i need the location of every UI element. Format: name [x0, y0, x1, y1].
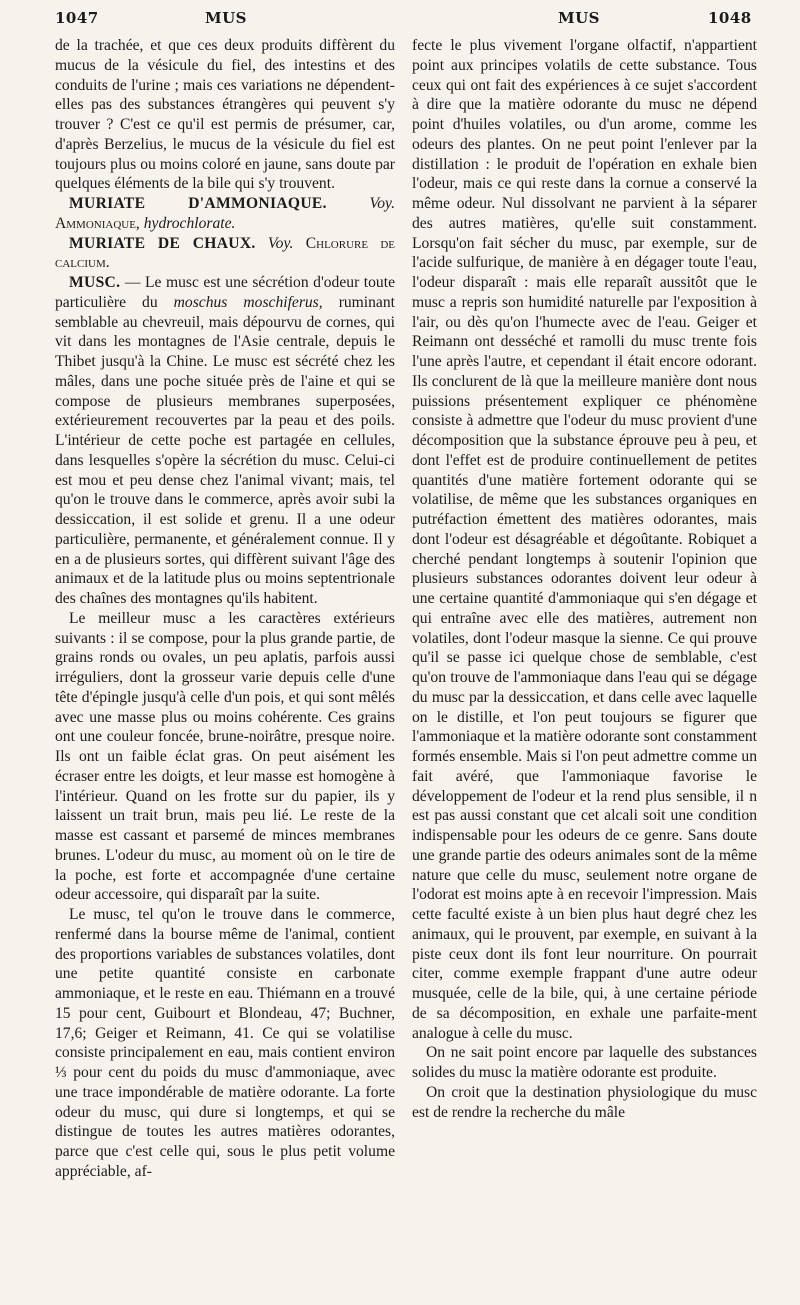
cross-reference-italic: hydrochlorate. [143, 214, 236, 232]
see-reference-label: Voy. [369, 195, 395, 212]
paragraph: Le meilleur musc a les caractères extérieurs suivants : il se compose, pour la plus grande partie, de grains ronds ou ovales, un peu aplatis, parfois aussi irréguliers, dont la grosseur varie depuis celle d'une tête d'épingle jusqu'à celle d'un pois, et qui sont mêlés avec une masse plus ou moins cohérente. Ces grains ont une couleur foncée, brune-noirâtre, presque noire. Ils ont un faible éclat gras. On peut aisément les écraser entre les doigts, et leur masse est homogène à l'intérieur. Quand on les frotte sur du papier, ils y laissent un trait brun, mais peu lié. Le reste de la masse est cassant et parsemé de minces membranes brunes. L'odeur du musc, au moment où on le tire de la poche, est forte et accompagnée d'une certaine odeur accessoire, qui disparaît par la suite. [55, 609, 395, 904]
paragraph: On ne sait point encore par laquelle des substances solides du musc la matière odorante est produite. [412, 1044, 757, 1081]
paragraph: Le musc, tel qu'on le trouve dans le commerce, renfermé dans la bourse même de l'animal, contient des proportions variables de substances volatiles, dont une petite quantité consiste en carbonate ammoniaque, et le reste en eau. Thiémann en a trouvé 15 pour cent, Guibourt et Blondeau, 47; Buchner, 17,6; Geiger et Reimann, 41. Ce qui se volatilise consiste principalement en eau, mais contient environ ⅓ pour cent du poids du musc d'ammoniaque, avec une trace impondérable de matière odorante. La forte odeur du musc, qui dure si longtemps, et qui se distingue de toutes les autres matières odorantes, parce que c'est celle qui, sous le plus petit volume appréciable, af- [55, 906, 395, 1180]
paragraph: On croit que la destination physiologique du musc est de rendre la recherche du mâle [412, 1083, 757, 1121]
paragraph: fecte le plus vivement l'organe olfactif, n'appartient point aux principes volatils de cette substance. Tous ceux qui ont fait des expériences à ce sujet s'accordent à dire que la matière odorante du musc ne dépend point d'huiles volatiles, ou d'un arome, comme les odeurs des plantes. On ne peut point l'enlever par la distillation : le produit de l'opération en exhale bien l'odeur, mais ce qui reste dans la cornue a conservé la même odeur. Nul dissolvant ne parvient à la séparer des autres matières, qu'elle suit constamment. Lorsqu'on fait sécher du musc, par exemple, sur de l'acide sulfurique, de manière à en dégager toute l'eau, l'odeur disparaît : mais elle reparaît aussitôt que le musc a repris son humidité naturelle par l'exposition à l'air, ou dès qu'on l'humecte avec de l'eau. Geiger et Reimann ont desséché et ramolli du musc trente fois l'une après l'autre, et cependant il était encore odorant. Ils conclurent de là que la meilleure manière dont nous puissions présentement expliquer ce phénomène consiste à admettre que l'odeur du musc provient d'une décomposition que la substance éprouve peu à peu, et dont l'effet est de produire continuellement de petites quantités d'une matière fortement odorante qui se volatilise, de même que les substances organiques en putréfaction émettent des matières odorantes, mais dont l'odeur est désagréable et dégoûtante. Robiquet a cherché pendant longtemps à soutenir l'opinion que plusieurs substances odorantes doivent leur odeur à une certaine quantité d'ammoniaque qui s'en dégage et qui entraîne avec elle des matières, autrement non volatiles, dont l'odeur masque la sienne. Ce qui prouve qu'il se passe ici quelque chose de semblable, c'est qu'on trouve de l'ammoniaque dans l'eau qui se dégage du musc par la dessiccation, et dans celle avec laquelle on le distille, et l'on peut toujours se figurer que l'ammoniaque et la matière odorante sont constamment formés ensemble. Mais si l'on peut admettre comme un fait avéré, que l'ammoniaque favorise le développement de l'odeur et la rend plus sensible, il n est pas aussi constant que cet alcali soit une condition indispensable pour les odeurs de ce genre. Sans doute une grande partie des odeurs animales sont de la même nature que celle du musc, seulement notre organe de l'odorat est moins apte à en recevoir l'impression. Mais cette faculté existe à un bien plus haut degré chez les animaux, qui le prouvent, par exemple, en suivant à la piste ceux dont ils font leur nourriture. On pourrait citer, comme exemple frappant d'une autre odeur musquée, celle de la bile, qui, à une certaine période de sa décomposition, en exhale une parfaite-ment analogue à celle du musc. [412, 37, 757, 1042]
cross-reference: Chlorure de calcium. [55, 234, 395, 272]
running-header [0, 0, 800, 40]
dictionary-entry-muriate-ammoniaque [55, 194, 395, 234]
entry-headword: MUSC. [69, 274, 121, 291]
left-page-number: 1047 [55, 9, 99, 27]
right-page-number: 1048 [708, 9, 752, 27]
right-running-head: MUS [558, 9, 601, 27]
paragraph: de la trachée, et que ces deux produits diffèrent du mucus de la vésicule du fiel, des intestins et des conduits de l'urine ; mais ces variations ne dépendent-elles pas des substances étrangères qui peuvent s'y trouver ? C'est ce qu'il est permis de présumer, car, d'après Berzelius, le mucus de la vésicule du fiel est toujours plus ou moins coloré en jaune, sans doute par quelques éléments de la bile qui s'y trouvent. [55, 37, 395, 193]
dictionary-entry-muriate-chaux [55, 234, 395, 274]
entry-headword: MURIATE DE CHAUX. [69, 234, 256, 252]
left-running-head: MUS [205, 9, 248, 27]
column-gutter [403, 48, 404, 1288]
species-name: moschus moschiferus, [173, 293, 323, 311]
entry-text: ruminant semblable au chevreuil, mais dépourvu de cornes, qui vit dans les montagnes de l'Asie centrale, depuis le Thibet jusqu'à la Chine. Le musc est sécrété chez les mâles, dans une poche située près de l'aine et qui se compose de plusieurs membranes superposées, extérieurement recouvertes par la peau et des poils. L'intérieur de cette poche est partagée en cellules, dans lesquelles s'opère la sécrétion du musc. Celui-ci est mou et peu dense chez l'animal vivant; mais, tel qu'on le trouve dans le commerce, après avoir subi la dessiccation, il est solide et grenu. Il a une odeur particulière, permanente, et généralement connue. Il y en a de plusieurs sortes, qui diffèrent suivant l'âge des animaux et de la latitude plus ou moins septentrionale des chaînes des montagnes qu'ils habitent. [55, 293, 395, 607]
entry-text: — Le musc est une sécrétion d'odeur toute particulière du [55, 274, 395, 311]
entry-headword: MURIATE D'AMMONIAQUE. [69, 195, 327, 212]
see-reference-label: Voy. [267, 234, 294, 252]
right-column [412, 36, 757, 1122]
dictionary-entry-musc [55, 273, 395, 609]
left-column [55, 36, 395, 1182]
cross-reference: Ammoniaque, [55, 214, 140, 232]
